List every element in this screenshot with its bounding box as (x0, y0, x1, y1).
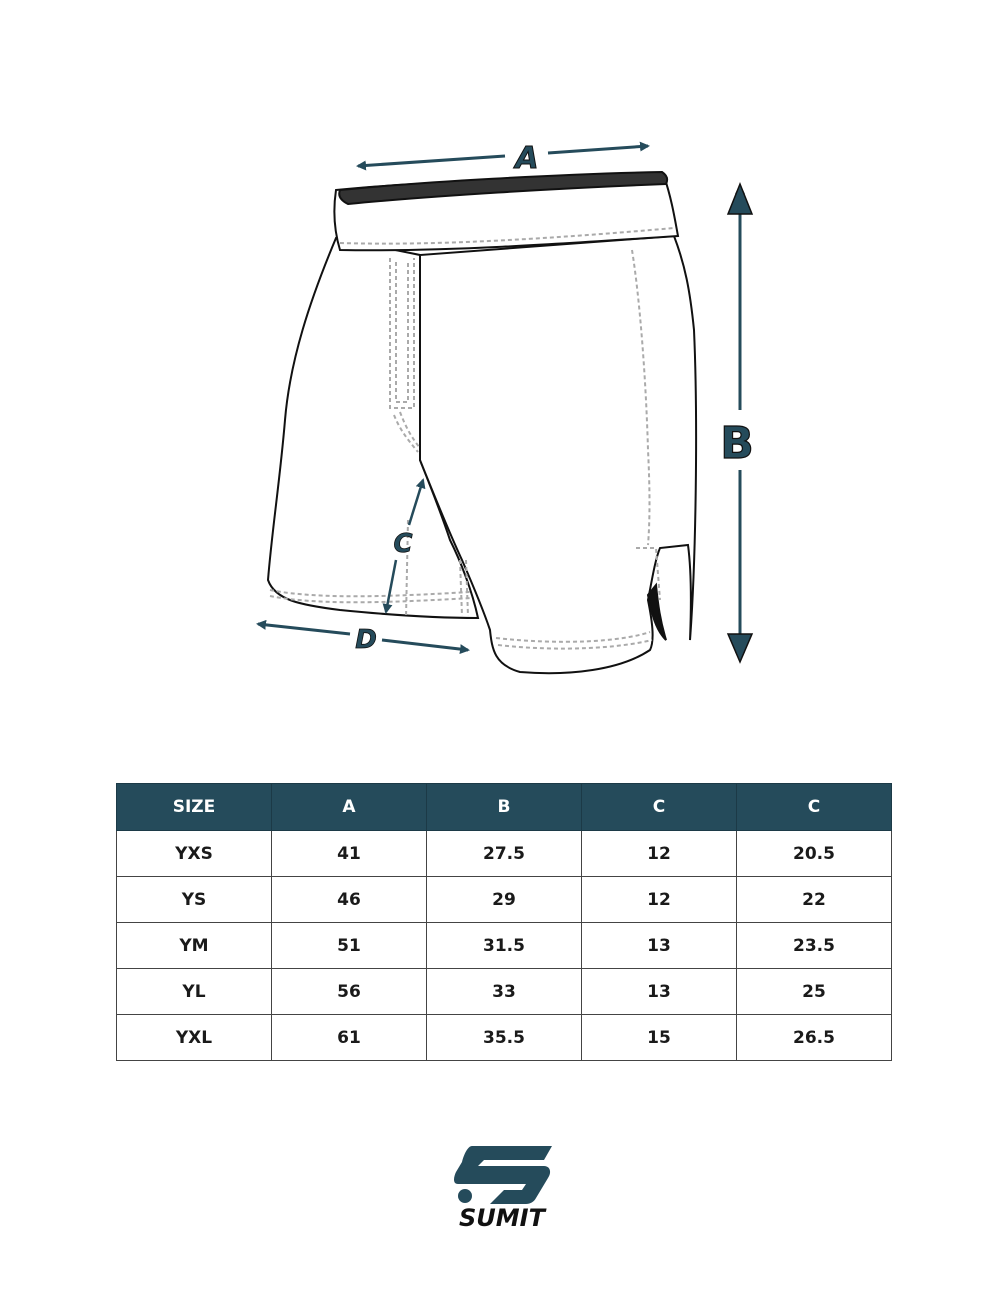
header-c-second: C (737, 784, 892, 831)
cell-b: 33 (427, 969, 582, 1015)
cell-c-second: 26.5 (737, 1015, 892, 1061)
label-d: D (355, 625, 377, 655)
header-c: C (582, 784, 737, 831)
cell-c: 13 (582, 923, 737, 969)
label-a: A (515, 141, 539, 176)
label-c: C (393, 529, 413, 559)
cell-a: 46 (272, 877, 427, 923)
cell-b: 31.5 (427, 923, 582, 969)
cell-size: YM (117, 923, 272, 969)
arrowhead-b-top (728, 184, 752, 214)
table-row (117, 969, 892, 1015)
header-b: B (427, 784, 582, 831)
cell-c: 12 (582, 877, 737, 923)
brand-name: SUMIT (459, 1204, 545, 1232)
dimension-a (358, 146, 648, 166)
table-row (117, 1015, 892, 1061)
cell-b: 27.5 (427, 831, 582, 877)
arrowhead-b-bottom (728, 634, 752, 662)
shorts-outline (268, 172, 696, 673)
cell-a: 56 (272, 969, 427, 1015)
cell-b: 29 (427, 877, 582, 923)
cell-a: 41 (272, 831, 427, 877)
cell-b: 35.5 (427, 1015, 582, 1061)
cell-size: YL (117, 969, 272, 1015)
cell-size: YXL (117, 1015, 272, 1061)
table-header-row (117, 784, 892, 831)
cell-size: YXS (117, 831, 272, 877)
cell-c: 15 (582, 1015, 737, 1061)
table-row (117, 923, 892, 969)
table-row (117, 877, 892, 923)
label-b: B (720, 418, 754, 469)
table-row (117, 831, 892, 877)
size-chart-table (116, 783, 892, 1061)
cell-c: 12 (582, 831, 737, 877)
cell-a: 61 (272, 1015, 427, 1061)
cell-c-second: 20.5 (737, 831, 892, 877)
cell-c: 13 (582, 969, 737, 1015)
header-a: A (272, 784, 427, 831)
cell-c-second: 22 (737, 877, 892, 923)
cell-a: 51 (272, 923, 427, 969)
header-size: SIZE (117, 784, 272, 831)
cell-size: YS (117, 877, 272, 923)
cell-c-second: 23.5 (737, 923, 892, 969)
cell-c-second: 25 (737, 969, 892, 1015)
